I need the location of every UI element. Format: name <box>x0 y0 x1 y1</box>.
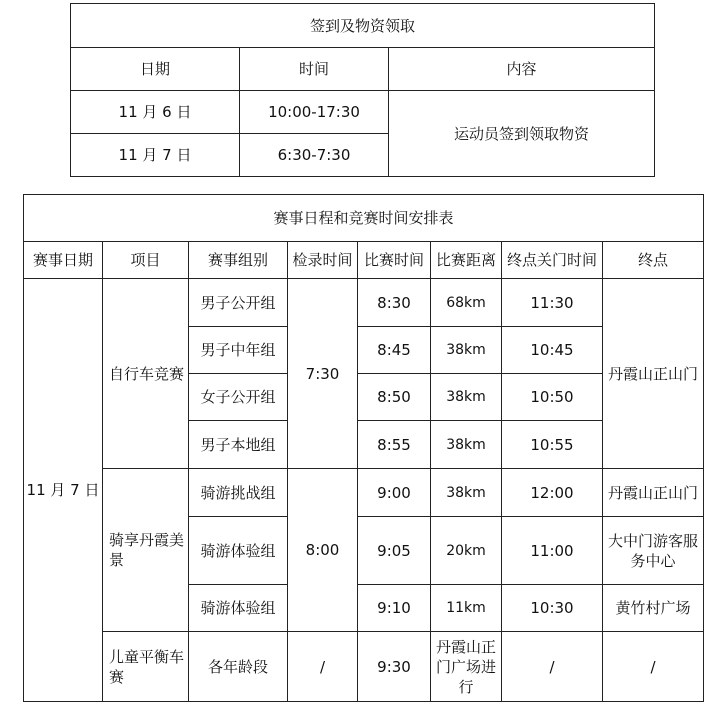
project-cell-bike: 自行车竞赛 <box>103 279 189 469</box>
start-time-cell: 9:00 <box>358 469 431 517</box>
close-time-cell: 10:30 <box>502 585 603 632</box>
signin-content-cell: 运动员签到领取物资 <box>389 91 655 177</box>
start-time-cell: 8:50 <box>358 374 431 421</box>
distance-cell: 20km <box>431 517 502 585</box>
signin-table <box>70 3 655 177</box>
distance-cell: 11km <box>431 585 502 632</box>
start-time-cell-kids: 9:30 <box>358 632 431 702</box>
close-time-cell: 10:55 <box>502 421 603 469</box>
close-time-cell: 11:00 <box>502 517 603 585</box>
close-time-cell-kids: / <box>502 632 603 702</box>
project-cell-tour: 骑享丹霞美景 <box>103 469 189 632</box>
schedule-header-close: 终点关门时间 <box>502 242 603 279</box>
distance-cell: 38km <box>431 469 502 517</box>
close-time-cell: 12:00 <box>502 469 603 517</box>
signin-header-date: 日期 <box>71 48 240 91</box>
signin-title: 签到及物资领取 <box>71 4 655 48</box>
schedule-header-date: 赛事日期 <box>24 242 103 279</box>
group-cell-kids: 各年龄段 <box>189 632 288 702</box>
schedule-header-group: 赛事组别 <box>189 242 288 279</box>
distance-cell: 38km <box>431 327 502 374</box>
start-time-cell: 8:30 <box>358 279 431 327</box>
endpoint-cell: 黄竹村广场 <box>603 585 704 632</box>
distance-cell: 38km <box>431 421 502 469</box>
schedule-header-distance: 比赛距离 <box>431 242 502 279</box>
group-cell: 骑游体验组 <box>189 517 288 585</box>
distance-cell: 38km <box>431 374 502 421</box>
signin-time-cell: 10:00-17:30 <box>240 91 389 134</box>
schedule-header-project: 项目 <box>103 242 189 279</box>
endpoint-cell-kids: / <box>603 632 704 702</box>
schedule-title: 赛事日程和竞赛时间安排表 <box>24 195 704 242</box>
endpoint-cell-bike: 丹霞山正山门 <box>603 279 704 469</box>
event-date-cell: 11 月 7 日 <box>24 279 103 702</box>
start-time-cell: 8:45 <box>358 327 431 374</box>
checkin-cell-bike: 7:30 <box>288 279 358 469</box>
start-time-cell: 9:05 <box>358 517 431 585</box>
close-time-cell: 10:50 <box>502 374 603 421</box>
close-time-cell: 10:45 <box>502 327 603 374</box>
group-cell: 骑游体验组 <box>189 585 288 632</box>
checkin-cell-tour: 8:00 <box>288 469 358 632</box>
schedule-header-checkin: 检录时间 <box>288 242 358 279</box>
start-time-cell: 9:10 <box>358 585 431 632</box>
schedule-header-start: 比赛时间 <box>358 242 431 279</box>
project-cell-kids: 儿童平衡车赛 <box>103 632 189 702</box>
schedule-header-endpoint: 终点 <box>603 242 704 279</box>
distance-cell: 68km <box>431 279 502 327</box>
group-cell: 女子公开组 <box>189 374 288 421</box>
group-cell: 男子本地组 <box>189 421 288 469</box>
signin-time-cell: 6:30-7:30 <box>240 134 389 177</box>
group-cell: 男子公开组 <box>189 279 288 327</box>
signin-date-cell: 11 月 6 日 <box>71 91 240 134</box>
signin-header-time: 时间 <box>240 48 389 91</box>
signin-date-cell: 11 月 7 日 <box>71 134 240 177</box>
start-time-cell: 8:55 <box>358 421 431 469</box>
endpoint-cell: 丹霞山正山门 <box>603 469 704 517</box>
schedule-table <box>23 194 704 702</box>
checkin-cell-kids: / <box>288 632 358 702</box>
signin-header-content: 内容 <box>389 48 655 91</box>
endpoint-cell: 大中门游客服务中心 <box>603 517 704 585</box>
close-time-cell: 11:30 <box>502 279 603 327</box>
group-cell: 男子中年组 <box>189 327 288 374</box>
group-cell: 骑游挑战组 <box>189 469 288 517</box>
distance-cell-kids: 丹霞山正门广场进行 <box>431 632 502 702</box>
